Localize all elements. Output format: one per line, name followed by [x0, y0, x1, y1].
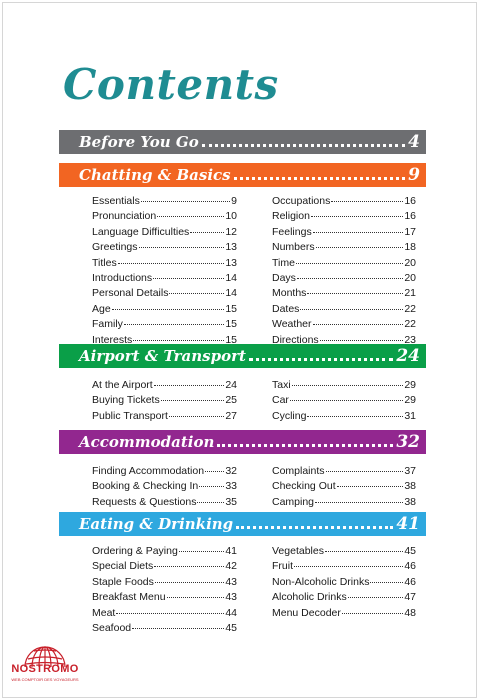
toc-entry-label: Checking Out: [272, 480, 336, 493]
toc-entry-label: Complaints: [272, 465, 325, 477]
leader-dots: [342, 613, 403, 614]
toc-entry-page: 31: [404, 409, 416, 422]
toc-entry-label: Staple Foods: [92, 575, 154, 588]
toc-entry-label: Titles: [92, 256, 117, 269]
section-header-accommodation[interactable]: [59, 430, 426, 454]
leader-dots: [139, 247, 225, 248]
toc-entry-label: Ordering & Paying: [92, 545, 178, 557]
toc-column: [92, 544, 237, 636]
toc-entry[interactable]: [92, 256, 237, 271]
toc-entry-label: Occupations: [272, 195, 331, 207]
leader-dots: [154, 385, 225, 386]
section-title: Before You Go: [79, 133, 199, 151]
toc-entry-label: Age: [92, 302, 111, 315]
toc-entry[interactable]: [92, 286, 237, 301]
toc-entry-page: 45: [404, 545, 416, 557]
toc-entry[interactable]: [272, 575, 416, 590]
toc-entry[interactable]: [272, 479, 416, 494]
toc-entry-label: Greetings: [92, 241, 138, 254]
toc-entry-label: Seafood: [92, 621, 132, 634]
toc-entry-label: Weather: [272, 318, 312, 331]
section-header-before-you-go[interactable]: [59, 130, 426, 154]
toc-entry-page: 35: [225, 495, 237, 508]
toc-entry[interactable]: [92, 271, 237, 286]
toc-entry-label: Requests & Questions: [92, 495, 197, 508]
toc-entry[interactable]: [92, 240, 237, 255]
toc-entry-label: Breakfast Menu: [92, 591, 166, 604]
toc-entry[interactable]: [92, 479, 237, 494]
toc-entry-page: 16: [404, 195, 416, 207]
toc-entry-label: Alcoholic Drinks: [272, 591, 347, 604]
leader-dots: [313, 324, 404, 325]
leader-dots: [197, 502, 224, 503]
section-page-number: 4: [408, 132, 420, 152]
toc-entry-page: 38: [404, 495, 416, 508]
toc-entry-label: Booking & Checking In: [92, 480, 199, 493]
toc-entry[interactable]: [272, 209, 416, 224]
toc-entry[interactable]: [272, 464, 416, 479]
toc-entry-label: Fruit: [272, 560, 293, 573]
page-title: Contents: [63, 60, 279, 109]
leader-dots: [294, 566, 403, 567]
toc-entry[interactable]: [272, 333, 416, 348]
toc-entry[interactable]: [272, 194, 416, 209]
toc-entry[interactable]: [272, 544, 416, 559]
toc-entry-page: 14: [225, 271, 237, 284]
toc-entry-label: Taxi: [272, 379, 291, 391]
leader-dots: [124, 324, 224, 325]
toc-entry-page: 38: [404, 480, 416, 493]
toc-entry[interactable]: [92, 225, 237, 240]
toc-entry-page: 17: [404, 225, 416, 238]
leader-dots: [370, 582, 403, 583]
toc-entry-page: 18: [404, 241, 416, 254]
toc-column: [272, 464, 416, 510]
logo-name: NOSTROMO: [11, 663, 79, 675]
toc-entry[interactable]: [92, 495, 237, 510]
leader-dots: [313, 232, 404, 233]
leader-dots: [315, 502, 403, 503]
leader-dots: [169, 416, 224, 417]
toc-entry[interactable]: [272, 240, 416, 255]
section-page-number: 24: [396, 346, 420, 366]
toc-entry-label: Essentials: [92, 195, 140, 207]
toc-entry-label: Finding Accommodation: [92, 465, 205, 477]
toc-entry[interactable]: [272, 590, 416, 605]
leader-dots: [348, 597, 404, 598]
leader-dots: [326, 471, 404, 472]
leader-dots: [155, 582, 224, 583]
toc-entry-label: Interests: [92, 333, 133, 346]
section-title: Eating & Drinking: [79, 515, 234, 533]
toc-entry-label: Car: [272, 394, 289, 407]
toc-entry-label: Personal Details: [92, 287, 169, 300]
leader-dots: [300, 309, 403, 310]
toc-entry-label: Special Diets: [92, 560, 154, 573]
toc-entry-page: 47: [404, 591, 416, 604]
toc-entry-page: 32: [225, 465, 237, 477]
toc-entry-label: Introductions: [92, 271, 153, 284]
toc-column: [92, 378, 237, 424]
toc-entry-label: Religion: [272, 210, 310, 223]
leader-dots: [311, 216, 403, 217]
leader-dots: [132, 628, 224, 629]
toc-entry-page: 10: [225, 210, 237, 223]
section-page-number: 9: [408, 165, 420, 185]
toc-entry-page: 13: [225, 241, 237, 254]
leader-dots: [157, 216, 224, 217]
toc-column: [92, 464, 237, 510]
section-header-chatting-basics[interactable]: [59, 163, 426, 187]
nostromo-logo: [8, 637, 82, 695]
toc-entry-label: Non-Alcoholic Drinks: [272, 575, 370, 588]
toc-entry[interactable]: [272, 302, 416, 317]
toc-entry-label: Vegetables: [272, 545, 324, 557]
leader-dots: [290, 400, 403, 401]
leader-dots: [167, 597, 225, 598]
toc-entry-label: Menu Decoder: [272, 606, 341, 619]
toc-entry-page: 21: [404, 287, 416, 300]
leader-dots: [112, 309, 225, 310]
toc-entry-label: Language Difficulties: [92, 225, 190, 238]
toc-entry-page: 15: [225, 318, 237, 331]
leader-dots: [154, 566, 224, 567]
leader-dots: [331, 201, 403, 202]
toc-entry[interactable]: [92, 559, 237, 574]
toc-entry[interactable]: [92, 393, 237, 408]
toc-entry-page: 25: [225, 394, 237, 407]
leader-dots: [169, 293, 224, 294]
toc-entry-page: 42: [225, 560, 237, 573]
toc-entry-label: Feelings: [272, 225, 312, 238]
leader-dots: [161, 400, 225, 401]
toc-entry-label: Camping: [272, 495, 315, 508]
leader-dots: [153, 278, 224, 279]
toc-entry-label: Buying Tickets: [92, 394, 160, 407]
toc-entry-page: 24: [225, 379, 237, 391]
leader-dots: [199, 486, 224, 487]
toc-entry-page: 15: [225, 333, 237, 346]
toc-entry[interactable]: [92, 606, 237, 621]
toc-column: [92, 194, 237, 348]
toc-entry[interactable]: [92, 590, 237, 605]
toc-entry-page: 43: [225, 591, 237, 604]
toc-entry-label: Directions: [272, 333, 319, 346]
toc-entry[interactable]: [272, 317, 416, 332]
leader-dots: [236, 526, 393, 529]
leader-dots: [190, 232, 224, 233]
toc-entry[interactable]: [272, 409, 416, 424]
leader-dots: [292, 385, 404, 386]
toc-entry[interactable]: [92, 409, 237, 424]
toc-entry-page: 27: [225, 409, 237, 422]
toc-entry[interactable]: [92, 302, 237, 317]
leader-dots: [307, 293, 403, 294]
toc-entry-page: 14: [225, 287, 237, 300]
toc-column: [272, 544, 416, 621]
leader-dots: [296, 263, 403, 264]
leader-dots: [116, 613, 224, 614]
toc-entry-label: Meat: [92, 606, 116, 619]
toc-entry-page: 43: [225, 575, 237, 588]
leader-dots: [179, 551, 225, 552]
toc-entry-page: 16: [404, 210, 416, 223]
toc-entry[interactable]: [92, 575, 237, 590]
leader-dots: [118, 263, 225, 264]
toc-entry-page: 45: [225, 621, 237, 634]
toc-entry-page: 12: [225, 225, 237, 238]
toc-entry-page: 29: [404, 379, 416, 391]
toc-entry-page: 13: [225, 256, 237, 269]
toc-entry[interactable]: [92, 333, 237, 348]
toc-entry-page: 46: [404, 575, 416, 588]
toc-entry-page: 37: [404, 465, 416, 477]
toc-entry[interactable]: [272, 378, 416, 393]
toc-entry[interactable]: [92, 621, 237, 636]
toc-entry[interactable]: [272, 559, 416, 574]
toc-entry-label: Time: [272, 256, 295, 269]
toc-entry-page: 46: [404, 560, 416, 573]
section-title: Airport & Transport: [79, 347, 246, 365]
leader-dots: [337, 486, 404, 487]
leader-dots: [217, 444, 393, 447]
leader-dots: [141, 201, 230, 202]
toc-entry-page: 23: [404, 333, 416, 346]
leader-dots: [307, 416, 403, 417]
toc-entry-page: 15: [225, 302, 237, 315]
toc-entry-page: 44: [225, 606, 237, 619]
toc-entry-page: 22: [404, 302, 416, 315]
toc-entry-page: 22: [404, 318, 416, 331]
toc-entry-label: At the Airport: [92, 379, 153, 391]
toc-entry[interactable]: [272, 393, 416, 408]
toc-entry-label: Months: [272, 287, 307, 300]
leader-dots: [325, 551, 403, 552]
toc-entry[interactable]: [92, 317, 237, 332]
leader-dots: [205, 471, 224, 472]
toc-entry-page: 9: [231, 195, 237, 207]
toc-entry-page: 20: [404, 271, 416, 284]
toc-entry-label: Days: [272, 271, 296, 284]
section-page-number: 41: [396, 514, 420, 534]
toc-entry[interactable]: [272, 606, 416, 621]
toc-entry[interactable]: [272, 286, 416, 301]
toc-entry[interactable]: [272, 495, 416, 510]
toc-entry-page: 29: [404, 394, 416, 407]
section-header-eating-drinking[interactable]: [59, 512, 426, 536]
toc-entry-label: Dates: [272, 302, 300, 315]
toc-entry[interactable]: [92, 544, 237, 559]
toc-entry[interactable]: [92, 378, 237, 393]
toc-entry-label: Pronunciation: [92, 210, 157, 223]
toc-entry-page: 48: [404, 606, 416, 619]
toc-entry[interactable]: [272, 271, 416, 286]
toc-entry[interactable]: [92, 194, 237, 209]
leader-dots: [316, 247, 404, 248]
toc-column: [272, 378, 416, 424]
toc-entry-page: 33: [225, 480, 237, 493]
toc-entry[interactable]: [92, 464, 237, 479]
section-title: Chatting & Basics: [79, 166, 231, 184]
toc-entry-page: 20: [404, 256, 416, 269]
leader-dots: [297, 278, 403, 279]
leader-dots: [133, 340, 224, 341]
toc-entry-label: Public Transport: [92, 409, 168, 422]
toc-entry-label: Cycling: [272, 409, 307, 422]
leader-dots: [234, 177, 406, 180]
toc-entry-page: 41: [225, 545, 237, 557]
section-title: Accommodation: [79, 433, 215, 451]
toc-entry[interactable]: [272, 256, 416, 271]
toc-entry[interactable]: [92, 209, 237, 224]
leader-dots: [202, 144, 405, 147]
logo-tagline: WEB COMPTOIR DES VOYAGEURS: [11, 677, 79, 682]
leader-dots: [320, 340, 404, 341]
toc-column: [272, 194, 416, 348]
section-page-number: 32: [396, 432, 420, 452]
toc-entry-label: Family: [92, 318, 123, 331]
toc-entry-label: Numbers: [272, 241, 315, 254]
toc-entry[interactable]: [272, 225, 416, 240]
leader-dots: [249, 358, 393, 361]
